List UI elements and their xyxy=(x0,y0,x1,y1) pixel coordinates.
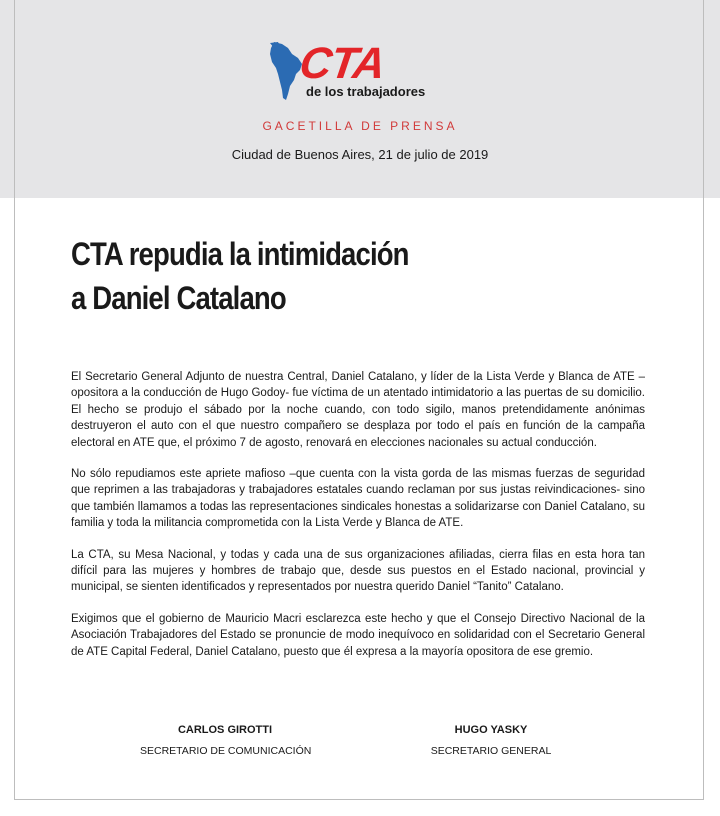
signature-role: SECRETARIO GENERAL xyxy=(430,745,552,757)
paragraph-1: El Secretario General Adjunto de nuestra Central, Daniel Catalano, y líder de la Lista Verde y Blanca de ATE –opositora a la conducción de Hugo Godoy- fue víctima de un atentado intimidatorio a las puertas de su domicilio. El hecho se produjo el sábado por la noche cuando, con todo sigilo, manos pretendidamente anónimas destruyeron el auto con el que nuestro compañero se desplaza por todo el país en función de la campaña electoral en ATE que, el próximo 7 de agosto, renovará en elecciones nacionales su actual conducción. xyxy=(71,371,645,449)
article-body xyxy=(71,369,645,675)
headline-line-1: CTA repudia la intimidación xyxy=(71,236,409,272)
paragraph-4: Exigimos que el gobierno de Mauricio Macri esclarezca este hecho y que el Consejo Directivo Nacional de la Asociación Trabajadores del Estado se pronuncie de modo inequívoco en solidaridad con el Secretario General de ATE Capital Federal, Daniel Catalano, puesto que él expresa a la mayoría opositora de ese gremio. xyxy=(71,612,645,658)
signature-name: HUGO YASKY xyxy=(454,724,528,736)
paragraph-3: La CTA, su Mesa Nacional, y todas y cada una de sus organizaciones afiliadas, cierra filas en esta hora tan difícil para las mujeres y hombres de trabajo que, desde sus puestos en el Estado nacional, provincial y municipal, se sienten identificados y representados por nuestra querido Daniel “Tanito” Catalano. xyxy=(71,548,645,594)
headline-line-2: a Daniel Catalano xyxy=(71,280,286,316)
signature-role: SECRETARIO DE COMUNICACIÓN xyxy=(140,745,312,757)
dateline: Ciudad de Buenos Aires, 21 de julio de 2019 xyxy=(231,147,489,162)
signature-girotti xyxy=(140,724,310,757)
headline xyxy=(71,232,553,320)
signature-name: CARLOS GIROTTI xyxy=(177,724,273,736)
cta-logo-text: CTA xyxy=(296,39,388,88)
signature-yasky xyxy=(416,724,566,757)
cta-logo-subtitle: de los trabajadores xyxy=(306,84,426,99)
paragraph-2: No sólo repudiamos este apriete mafioso –que cuenta con la vista gorda de las mismas fuerzas de seguridad que reprimen a las trabajadoras y trabajadores estatales cuando reclaman por sus justas reivindicaciones- sino que también llamamos a todas las representaciones sindicales honestas a solidarizarse con Daniel Catalano, su familia y toda la militancia comprometida con la Lista Verde y Blanca de ATE. xyxy=(71,468,645,530)
press-release-label: GACETILLA DE PRENSA xyxy=(262,119,458,133)
